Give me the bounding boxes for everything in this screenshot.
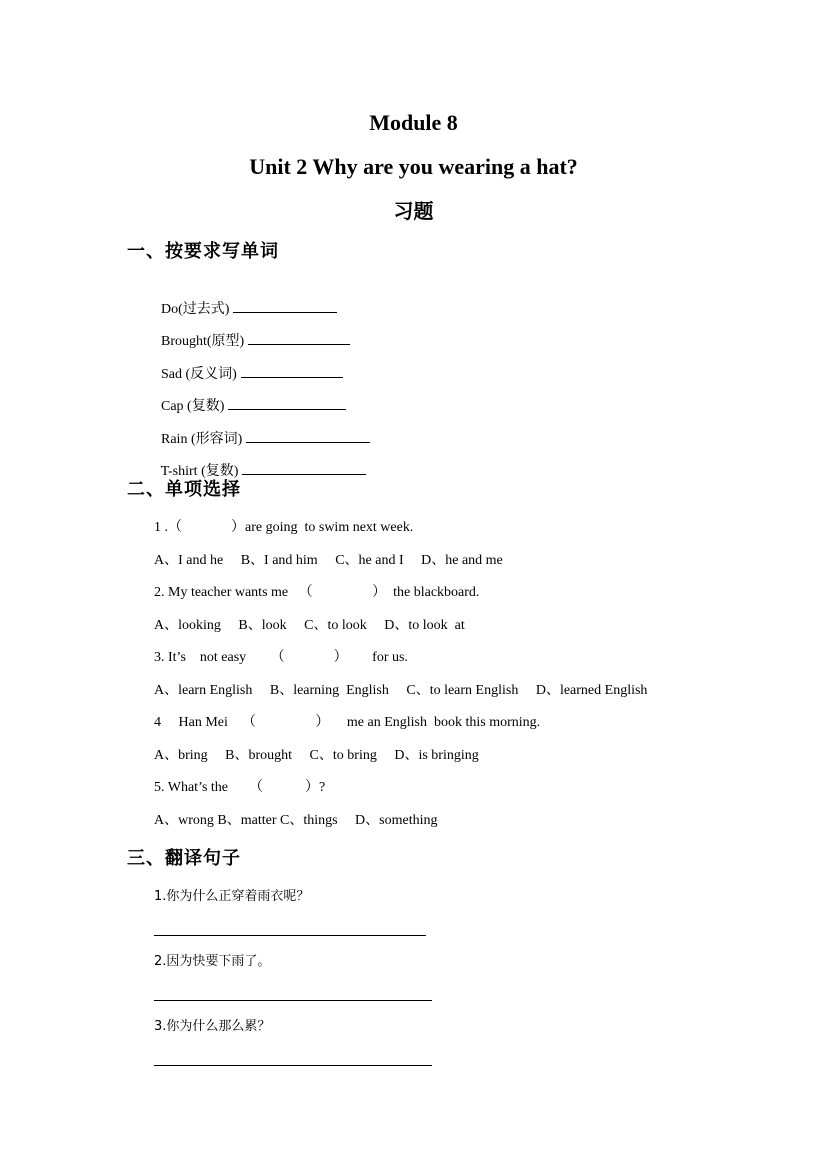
answer-blank[interactable]: [246, 429, 370, 443]
unit-title: Unit 2 Why are you wearing a hat?: [249, 154, 578, 179]
question-stem: 1 .（ ）are going to swim next week.: [154, 520, 414, 535]
translation-answer-line[interactable]: [154, 1000, 432, 1001]
question-stem: 5. What’s the （ ）?: [154, 780, 326, 795]
translation-prompt: 2.因为快要下雨了。: [154, 954, 271, 969]
answer-blank[interactable]: [242, 461, 366, 475]
word-item-label: Do(过去式): [161, 302, 230, 317]
word-item-6: [154, 443, 366, 481]
answer-blank[interactable]: [228, 396, 346, 410]
answer-blank[interactable]: [233, 299, 337, 313]
translation-prompt: 1.你为什么正穿着雨衣呢？: [154, 889, 310, 904]
section1-heading: 一、按要求写单词: [127, 241, 279, 262]
section3-heading: 三、翻译句子: [127, 848, 241, 869]
question-options: A、I and he B、I and him C、he and I D、he and me: [154, 553, 503, 568]
translation-answer-line[interactable]: [154, 935, 426, 936]
answer-blank[interactable]: [248, 331, 350, 345]
translation-answer-line[interactable]: [154, 1065, 432, 1066]
question-stem: 2. My teacher wants me （ ） the blackboard.: [154, 585, 480, 600]
module-title: Module 8: [369, 110, 458, 135]
word-item-label: Brought(原型): [161, 334, 245, 349]
section2-heading: 二、单项选择: [127, 479, 241, 500]
exercise-subtitle: 习题: [393, 199, 434, 223]
question-options: A、learn English B、learning English C、to learn English D、learned English: [154, 683, 648, 698]
word-item-label: Rain (形容词): [161, 432, 243, 447]
word-item-label: Sad (反义词): [161, 367, 237, 382]
question-options: A、looking B、look C、to look D、to look at: [154, 618, 465, 633]
word-item-label: Cap (复数): [161, 399, 225, 414]
translation-prompt: 3.你为什么那么累？: [154, 1019, 271, 1034]
question-options: A、bring B、brought C、to bring D、is bringing: [154, 748, 479, 763]
word-item-label: T-shirt (复数): [160, 464, 239, 479]
answer-blank[interactable]: [241, 364, 343, 378]
question-stem: 3. It’s not easy （ ） for us.: [154, 650, 408, 665]
question-stem: 4 Han Mei （ ） me an English book this morning.: [154, 715, 541, 730]
question-options: A、wrong B、matter C、things D、something: [154, 813, 438, 828]
